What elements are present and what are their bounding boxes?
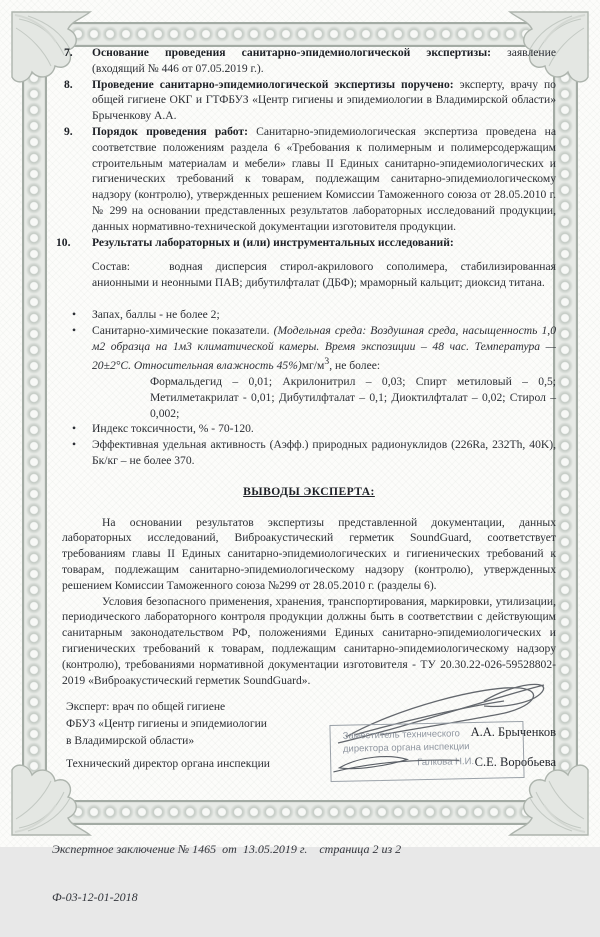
item-text: заявление (входящий № 446 от 07.05.2019 г.). [92, 46, 556, 75]
bullet-units: мг/м [301, 359, 325, 373]
item-number: 7. [64, 46, 73, 59]
conclusions-paragraph-1: На основании результатов экспертизы представленной документации, данных лабораторных исследований, Виброакустический герметик SoundGuard, соответствует требованиям главы II Единых санитарно-эпидемиологических и гигиенических требований к товарам, подлежащим санитарно-эпидемиологическому надзору (контролю), утвержденных решением Комиссии Таможенного союза №299 от 28.05.2010 г. (разделы 6). [62, 515, 556, 592]
conclusions-heading: ВЫВОДЫ ЭКСПЕРТА: [243, 484, 375, 498]
bullet-lead: Санитарно-химические показатели. [92, 323, 270, 337]
signer-name-brychenkov: А.А. Брыченков [470, 725, 556, 740]
bullet-toxicity-index [62, 421, 556, 437]
item-number: 8. [64, 77, 73, 91]
stamp-line: директора органа инспекции [342, 740, 470, 755]
bullet-text: Эффективная удельная активность (Аэфф.) природных радионуклидов (226Ra, 232Th, 40K), Бк/кг – не более 370. [92, 438, 556, 467]
item-text: эксперту, врачу по общей гигиене ОКГ и ГТФБУЗ «Центр гигиены и эпидемиологии в Владимирской области» Брыченкову А.А. [92, 77, 556, 123]
results-bullet-list [62, 307, 556, 469]
chemicals-values [150, 374, 556, 421]
signer-name-vorobyeva: С.Е. Воробьева [474, 755, 556, 770]
expert-line: ФБУЗ «Центр гигиены и эпидемиологии [66, 717, 268, 731]
chemicals-text: Формальдегид – 0,01; Акрилонитрил – 0,03; Спирт метиловый – 0,5; Метилметакрилат - 0,01; Дибутилфталат – 0,1; Диоктилфталат – 0,02; Стирол – 0,002; [150, 375, 556, 420]
expert-line: в Владимирской области» [66, 733, 195, 747]
bullet-radionuclides [62, 437, 556, 469]
bullet-odor [62, 307, 556, 323]
document-body [52, 45, 557, 937]
bullet-sanitary-chemical [62, 323, 556, 422]
composition-label: Состав: [92, 260, 131, 274]
item-number: 9. [64, 124, 73, 138]
footer-conclusion-number: Экспертное заключение № 1465 от 13.05.2019 г. страница 2 из 2 [52, 842, 402, 857]
border-band-top [22, 22, 578, 47]
footer-form-code: Ф-03-12-01-2018 [52, 890, 138, 905]
item-title: Основание проведения санитарно-эпидемиологической экспертизы: [92, 46, 492, 59]
list-item-7 [62, 45, 556, 77]
list-item-8 [62, 77, 556, 124]
border-band-left [22, 22, 47, 825]
bullet-text: Запах, баллы - не более 2; [92, 307, 220, 321]
composition-text: водная дисперсия стирол-акрилового сополимера, стабилизированная анионными и неонными ПАВ; дибутилфталат (ДБФ); мраморный кальцит; диоксид титана. [92, 260, 556, 290]
composition-paragraph [92, 259, 556, 291]
stamp-signature-scribble [333, 750, 464, 779]
conclusions-paragraph-2: Условия безопасного применения, хранения, транспортирования, маркировки, утилизации, периодического лабораторного контроля продукции должны быть в соответствии с действующим санитарным законодательством РФ, положениями Единых санитарно-эпидемиологических и гигиенических требований к товарам, подлежащим санитарно-эпидемиологическому надзору (контролю), требованиями нормативной документации изготовителя - ТУ 20.30.22-026-59528802-2019 «Виброакустический герметик SoundGuard». [62, 594, 556, 687]
technical-director-label: Технический директор органа инспекции [66, 757, 271, 771]
item-title: Результаты лабораторных и (или) инструментальных исследований: [92, 235, 454, 249]
item-text: Санитарно-эпидемиологическая экспертиза проведена на соответствие положениям раздела 6 «Требования к полимерным и полимерсодержащим строительным материалам и мебели» главы II Единых санитарно-эпидемиологических и гигиенических требований к товарам, подлежащим санитарно-эпидемиологическому надзору (контролю), утвержденных решением Комиссии Таможенного союза от 28.05.2010 г. № 299 на основании представленных результатов лабораторных исследований продукции, данных нормативно-технической документации изготовителя продукции. [92, 124, 557, 233]
stamp-line: Заместитель технического [342, 728, 461, 743]
expert-line: Эксперт: врач по общей гигиене [66, 700, 226, 714]
list-item-9 [62, 124, 556, 235]
item-title: Проведение санитарно-эпидемиологической экспертизы поручено: [92, 77, 454, 91]
units-superscript: 3 [324, 356, 330, 368]
item-title: Порядок проведения работ: [92, 124, 248, 138]
signature-block [62, 699, 556, 803]
list-item-10 [56, 235, 556, 251]
expert-identification [66, 699, 267, 749]
item-number: 10. [56, 235, 71, 249]
page-footer [52, 809, 556, 937]
bullet-text: Индекс токсичности, % - 70-120. [92, 422, 254, 436]
stamp-name: Галкова Н.И. [417, 756, 475, 769]
bullet-italic-conditions: (Модельная среда: Воздушная среда, насыщенность 1,0 м2 образца на 1м3 климатической камеры. Время экспозиции – 48 час. Температура — 20±2°С. Относительная влажность 45%) [92, 323, 556, 373]
bullet-tail: , не более: [329, 359, 381, 373]
